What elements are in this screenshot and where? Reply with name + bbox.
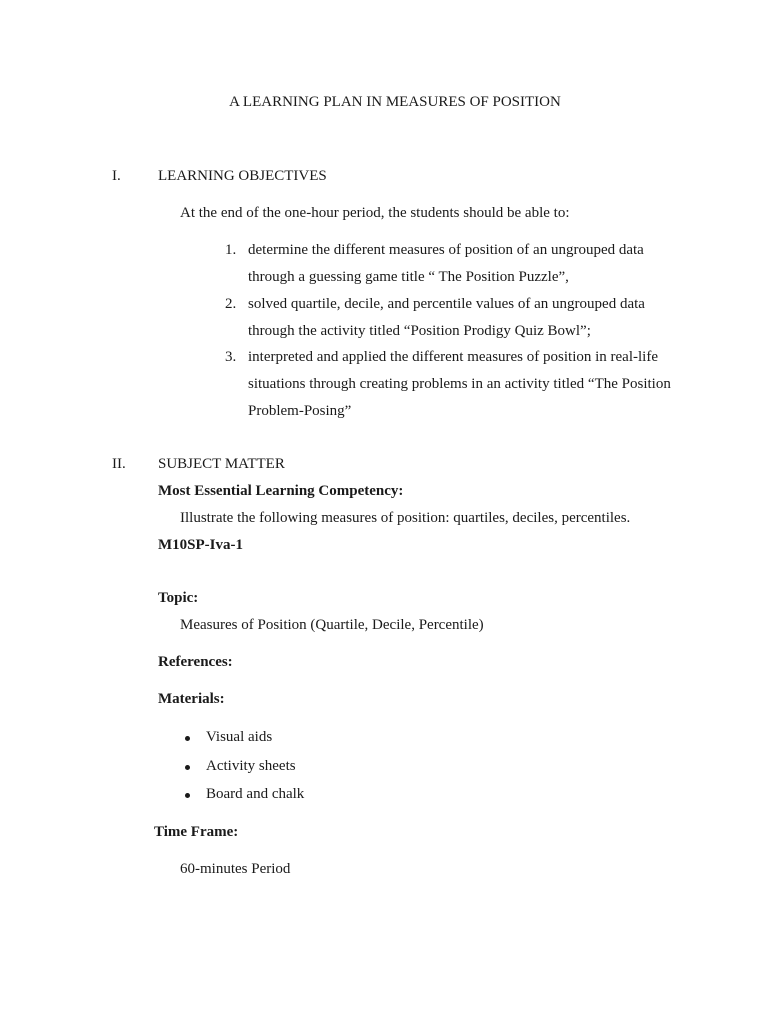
section-1-heading: LEARNING OBJECTIVES [158,168,327,184]
competency-code: M10SP-Iva-1 [158,537,243,553]
bullet-icon [185,765,190,770]
objective-3-line-1: interpreted and applied the different measures of position in real-life [248,349,658,365]
objective-2-number: 2. [225,296,237,312]
objective-2-line-2: through the activity titled “Position Prodigy Quiz Bowl”; [248,323,591,339]
objective-2-line-1: solved quartile, decile, and percentile values of an ungrouped data [248,296,645,312]
competency-label: Most Essential Learning Competency: [158,483,404,499]
section-2-heading: SUBJECT MATTER [158,456,285,472]
objective-3-line-3: Problem-Posing” [248,403,352,419]
objective-3-line-2: situations through creating problems in an activity titled “The Position [248,376,671,392]
objectives-intro: At the end of the one-hour period, the students should be able to: [180,205,570,221]
objective-1-line-1: determine the different measures of position of an ungrouped data [248,242,644,258]
time-frame-text: 60-minutes Period [180,861,291,877]
objective-1-number: 1. [225,242,237,258]
material-item-3: Board and chalk [206,786,305,802]
material-item-2: Activity sheets [206,758,296,774]
time-frame-label: Time Frame: [154,824,239,840]
objective-3-number: 3. [225,349,237,365]
materials-label: Materials: [158,691,225,707]
bullet-icon [185,793,190,798]
objective-1-line-2: through a guessing game title “ The Position Puzzle”, [248,269,569,285]
topic-text: Measures of Position (Quartile, Decile, Percentile) [180,617,484,633]
document-title: A LEARNING PLAN IN MEASURES OF POSITION [229,94,561,110]
bullet-icon [185,736,190,741]
competency-text: Illustrate the following measures of position: quartiles, deciles, percentiles. [180,510,631,526]
section-2-numeral: II. [112,456,126,472]
references-label: References: [158,654,233,670]
topic-label: Topic: [158,590,199,606]
section-1-numeral: I. [112,168,121,184]
material-item-1: Visual aids [206,729,273,745]
